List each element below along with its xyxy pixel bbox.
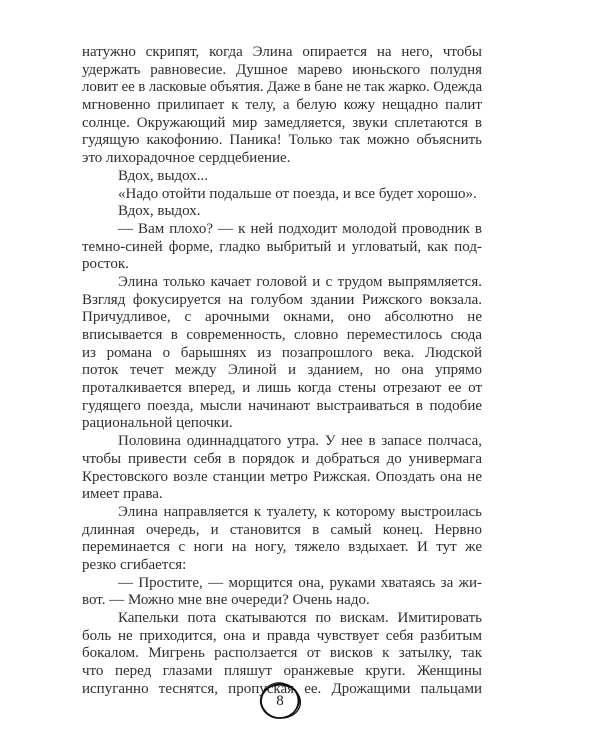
text-line: натужно скрипят, когда Элина опирается на него, чтобы [82,44,482,60]
body-text [82,44,482,698]
text-line: поток течет между Элиной и зданием, но она упрямо [82,362,482,379]
text-line: испуганно теснятся, пропуская ее. Дрожащими пальцами [82,680,482,697]
text-line: имеет права. [82,486,163,503]
text-line: проталкивается вперед, и лишь когда стены отрезают ее от [82,380,482,397]
text-line: Капельки пота скатываются по вискам. Имитировать [118,610,482,626]
text-line: что перед глазами пляшут оранжевые круги. Женщины [82,663,482,680]
paragraph [82,168,482,186]
text-line: из романа о барышнях из позапрошлого века. Людской [82,344,482,361]
text-line: Крестовского возле станции метро Рижская. Опоздать она не [82,468,482,485]
text-line: Вдох, выдох. [118,203,201,220]
text-line: «Надо отойти подальше от поезда, и все будет хорошо». [118,185,477,202]
text-line: Элина только качает головой и с трудом выпрямляется. [118,273,482,290]
text-line: Взгляд фокусируется на голубом здании Рижского вокзала. [82,291,482,308]
paragraph [82,203,482,221]
text-line: удержать равновесие. Душное марево июньского полудня [82,61,482,78]
text-line: гудящую какофонию. Паника! Только так можно объяснить [82,132,482,149]
text-line: гудящего поезда, мысли начинают выстраиваться в подобие [82,397,482,414]
text-line: солнце. Окружающий мир замедляется, звуки сплетаются в [82,114,482,131]
text-line: рациональной цепочки. [82,415,233,432]
text-line: Причудливое, с арочными окнами, оно абсолютно не [82,309,482,326]
paragraph [82,44,482,168]
text-line: темно-синей форме, гладко выбритый и угловатый, как под- [82,238,482,255]
text-line: Вдох, выдох... [118,167,209,184]
text-line: — Простите, — морщится она, руками хватаясь за жи- [118,574,482,591]
paragraph [82,575,482,610]
paragraph [82,504,482,575]
text-line: Половина одиннадцатого утра. У нее в запасе полчаса, [118,433,482,450]
text-line: длинная очередь, и становится в самый конец. Нервно [82,521,482,538]
text-line: бокалом. Мигрень расползается от висков к затылку, так [82,645,482,662]
text-line: мгновенно прилипает к телу, а белую кожу нещадно палит [82,97,482,114]
text-line: ловит ее в ласковые объятия. Даже в бане не так жарко. Одежда [82,79,482,96]
text-line: — Вам плохо? — к ней подходит молодой проводник в [118,220,482,237]
paragraph [82,274,482,433]
page-number: 8 [276,693,284,709]
paragraph [82,433,482,504]
paragraph [82,186,482,204]
text-line: это лихорадочное сердцебиение. [82,150,291,167]
text-line: переминается с ноги на ногу, тяжело вздыхает. И тут же [82,539,482,556]
text-line: вписывается в современность, словно переместилось сюда [82,327,482,343]
text-line: чтобы привести себя в порядок и добраться до универмага [82,450,482,467]
page-number-badge [258,681,302,721]
text-line: росток. [82,256,129,273]
paragraph [82,221,482,274]
text-line: боль не приходится, она и правда чувствует себя разбитым [82,627,482,644]
text-line: резко сгибается: [82,556,187,573]
text-line: Элина направляется к туалету, к которому выстроилась [118,503,482,520]
text-line: вот. — Можно мне вне очереди? Очень надо. [82,592,370,609]
